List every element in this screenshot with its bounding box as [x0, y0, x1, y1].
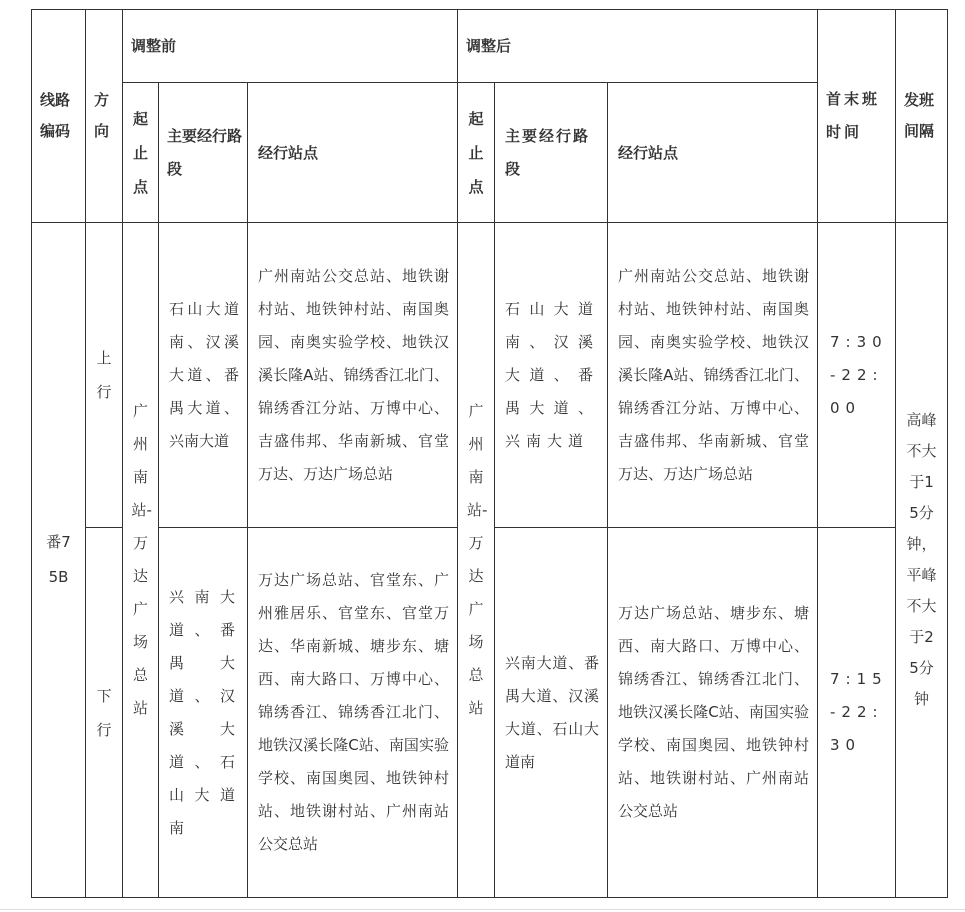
header-after-roads: 主要经行路段: [495, 83, 608, 223]
header-before-roads: 主要经行路段: [159, 83, 248, 223]
time-up: 7:30-22:00: [818, 223, 896, 528]
header-before-group: 调整前: [123, 10, 458, 83]
before-stops-down: 万达广场总站、官堂东、广州雅居乐、官堂东、官堂万达、华南新城、塘步东、塘西、南大路口、万博中心、锦绣香江、锦绣香江北门、地铁汉溪长隆C站、南国实验学校、南国奥园、地铁钟村站、地铁谢村站、广州南站公交总站: [248, 528, 458, 898]
header-interval: 发班间隔: [896, 10, 948, 223]
page-bottom-divider: [0, 909, 965, 910]
after-stops-down: 万达广场总站、塘步东、塘西、南大路口、万博中心、锦绣香江、锦绣香江北门、地铁汉溪长隆C站、南国实验学校、南国奥园、地铁钟村站、地铁谢村站、广州南站公交总站: [608, 528, 818, 898]
header-after-stops: 经行站点: [608, 83, 818, 223]
after-roads-down: 兴南大道、番禺大道、汉溪大道、石山大道南: [495, 528, 608, 898]
header-direction: 方向: [86, 10, 123, 223]
before-roads-down: 兴南大道、番禺大道、汉溪大道、石山大道南: [159, 528, 248, 898]
time-down: 7:15-22:30: [818, 528, 896, 898]
before-stops-up: 广州南站公交总站、地铁谢村站、地铁钟村站、南国奥园、南奥实验学校、地铁汉溪长隆A站、锦绣香江北门、锦绣香江分站、万博中心、吉盛伟邦、华南新城、官堂万达、万达广场总站: [248, 223, 458, 528]
header-before-stops: 经行站点: [248, 83, 458, 223]
header-before-terminals: 起止点: [123, 83, 159, 223]
header-after-group: 调整后: [458, 10, 818, 83]
after-terminals: 广州南站-万达广场总站: [458, 223, 495, 898]
before-terminals: 广州南站-万达广场总站: [123, 223, 159, 898]
after-stops-up: 广州南站公交总站、地铁谢村站、地铁钟村站、南国奥园、南奥实验学校、地铁汉溪长隆A站、锦绣香江北门、锦绣香江分站、万博中心、吉盛伟邦、华南新城、官堂万达、万达广场总站: [608, 223, 818, 528]
header-route-code: 线路编码: [32, 10, 86, 223]
before-roads-up: 石山大道南、汉溪大道、番禺大道、兴南大道: [159, 223, 248, 528]
direction-down: 下行: [86, 528, 123, 898]
after-roads-up: 石山大道南、汉溪大道、番禺大道、兴南大道: [495, 223, 608, 528]
interval: 高峰不大于15分钟，平峰不大于25分钟: [896, 223, 948, 898]
header-first-last-time: 首末班时间: [818, 10, 896, 223]
direction-up: 上行: [86, 223, 123, 528]
header-after-terminals: 起止点: [458, 83, 495, 223]
route-adjustment-table: [31, 9, 948, 898]
route-code: 番75B: [32, 223, 86, 898]
